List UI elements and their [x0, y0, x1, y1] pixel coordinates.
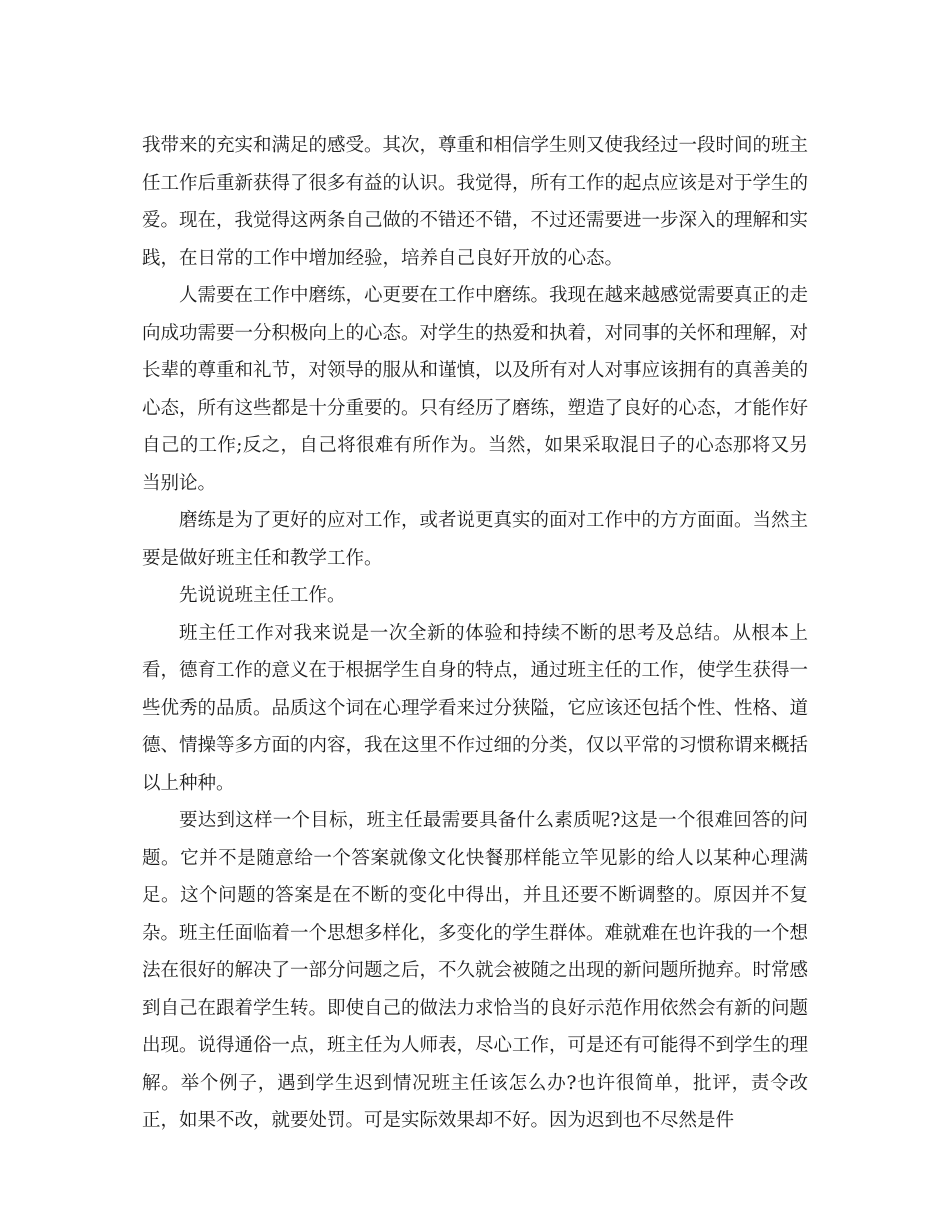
paragraph: 人需要在工作中磨练，心更要在工作中磨练。我现在越来越感觉需要真正的走向成功需要一分积极向上的心态。对学生的热爱和执着，对同事的关怀和理解，对长辈的尊重和礼节，对领导的服从和谨慎，以及所有对人对事应该拥有的真善美的心态，所有这些都是十分重要的。只有经历了磨练，塑造了良好的心态，才能作好自己的工作;反之，自己将很难有所作为。当然，如果采取混日子的心态那将又另当别论。: [142, 285, 809, 494]
paragraph-heading: 先说说班主任工作。: [179, 585, 346, 606]
paragraph: 磨练是为了更好的应对工作，或者说更真实的面对工作中的方方面面。当然主要是做好班主任和教学工作。: [142, 510, 809, 569]
document-body: [142, 127, 808, 1140]
paragraph-continued: 我带来的充实和满足的感受。其次，尊重和相信学生则又使我经过一段时间的班主任工作后重新获得了很多有益的认识。我觉得，所有工作的起点应该是对于学生的爱。现在，我觉得这两条自己做的不错还不错，不过还需要进一步深入的理解和实践，在日常的工作中增加经验，培养自己良好开放的心态。: [142, 135, 809, 269]
paragraph: 班主任工作对我来说是一次全新的体验和持续不断的思考及总结。从根本上看，德育工作的意义在于根据学生自身的特点，通过班主任的工作，使学生获得一些优秀的品质。品质这个词在心理学看来过分狭隘，它应该还包括个性、性格、道德、情操等多方面的内容，我在这里不作过细的分类，仅以平常的习惯称谓来概括以上种种。: [142, 622, 809, 794]
paragraph: 要达到这样一个目标，班主任最需要具备什么素质呢?这是一个很难回答的问题。它并不是随意给一个答案就像文化快餐那样能立竿见影的给人以某种心理满足。这个问题的答案是在不断的变化中得出，并且还要不断调整的。原因并不复杂。班主任面临着一个思想多样化，多变化的学生群体。难就难在也许我的一个想法在很好的解决了一部分问题之后，不久就会被随之出现的新问题所抛弃。时常感到自己在跟着学生转。即使自己的做法力求恰当的良好示范作用依然会有新的问题出现。说得通俗一点，班主任为人师表，尽心工作，可是还有可能得不到学生的理解。举个例子，遇到学生迟到情况班主任该怎么办?也许很简单，批评，责令改正，如果不改，就要处罚。可是实际效果却不好。因为迟到也不尽然是件: [142, 810, 809, 1131]
